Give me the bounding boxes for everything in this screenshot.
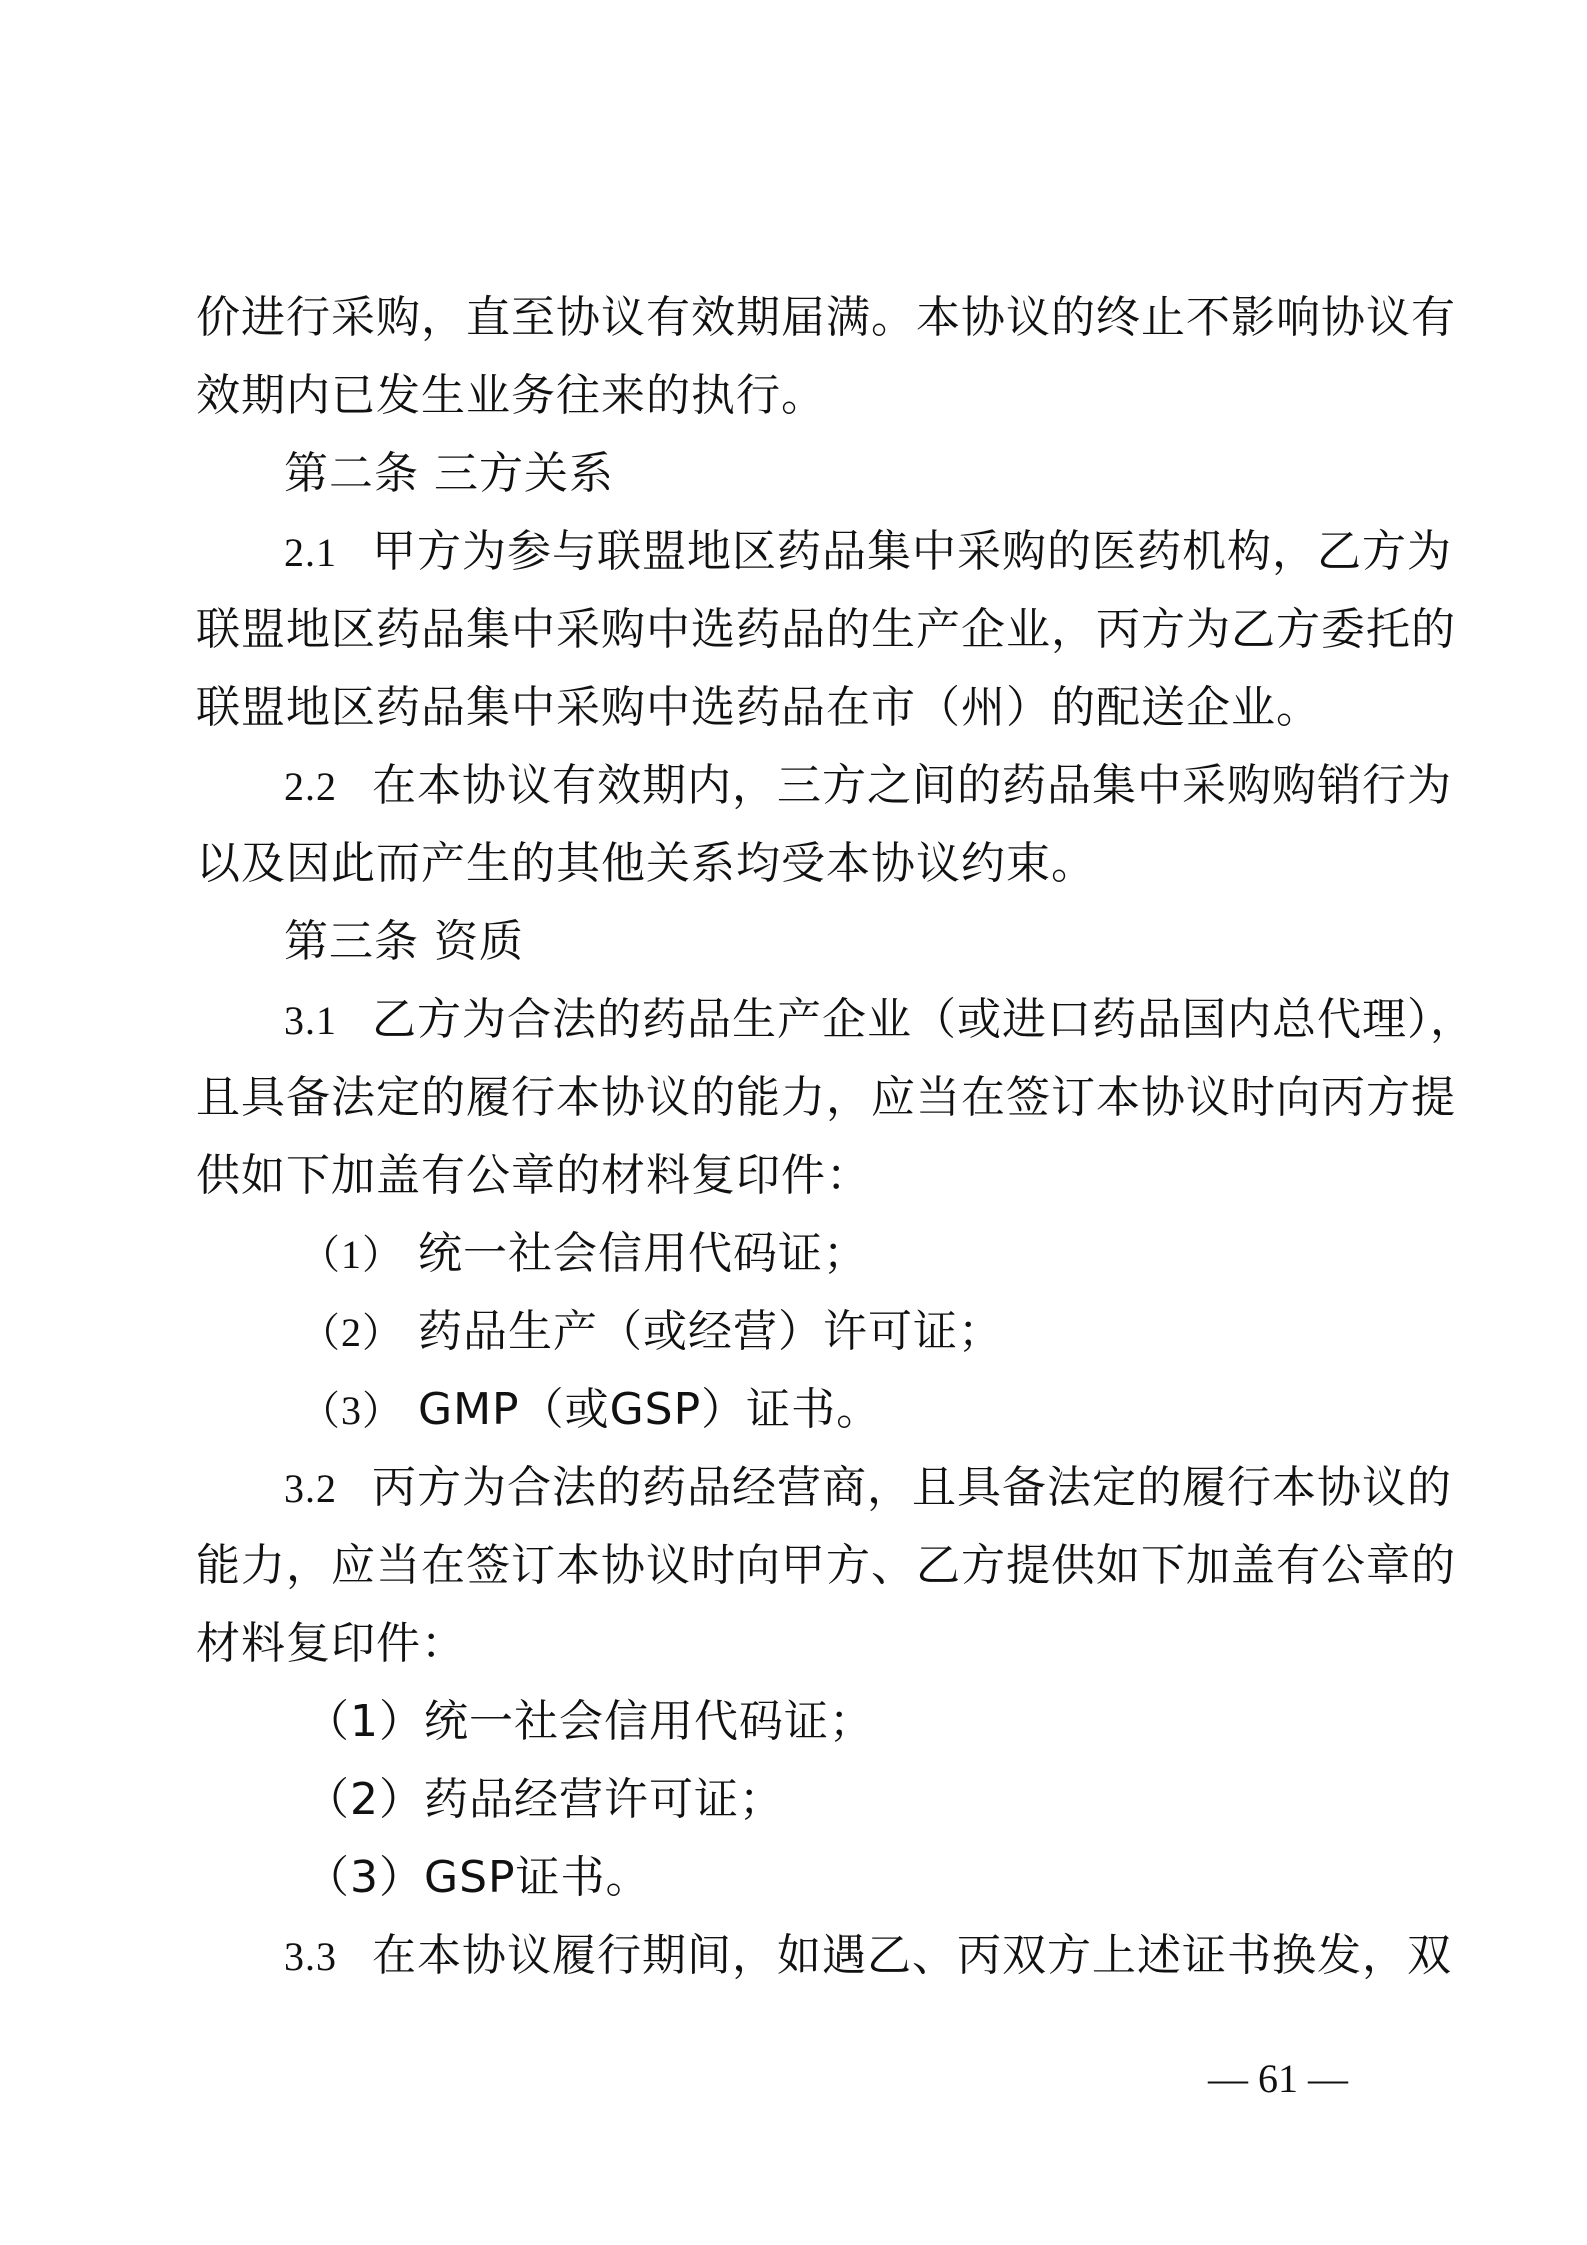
clause-3-2 — [284, 1460, 1452, 1517]
body-line: 效期内已发生业务往来的执行。 — [196, 370, 826, 421]
item-text: GMP（或GSP）证书。 — [418, 1384, 882, 1435]
clause-number: 3.3 — [284, 1934, 337, 1979]
clause-number: 2.2 — [284, 764, 337, 809]
body-line: 联盟地区药品集中采购中选药品的生产企业，丙方为乙方委托的 — [196, 604, 1456, 655]
body-line: 以及因此而产生的其他关系均受本协议约束。 — [196, 838, 1096, 889]
list-item — [300, 1382, 881, 1439]
clause-2-2 — [284, 758, 1452, 815]
list-item: （2）药品经营许可证； — [305, 1774, 784, 1825]
list-item — [300, 1304, 1003, 1361]
body-line: 供如下加盖有公章的材料复印件： — [196, 1150, 871, 1201]
clause-3-3 — [284, 1928, 1452, 1985]
list-item: （3）GSP证书。 — [305, 1852, 651, 1903]
clause-3-1 — [284, 992, 1475, 1049]
clause-text: 在本协议履行期间，如遇乙、丙双方上述证书换发，双 — [372, 1930, 1452, 1981]
clause-text: 在本协议有效期内，三方之间的药品集中采购购销行为 — [372, 760, 1452, 811]
item-number: （3） — [300, 1388, 403, 1433]
clause-text: 乙方为合法的药品生产企业（或进口药品国内总代理）， — [372, 994, 1475, 1045]
clause-number: 2.1 — [284, 530, 337, 575]
clause-text: 丙方为合法的药品经营商，且具备法定的履行本协议的 — [372, 1462, 1452, 1513]
item-number: （2） — [300, 1310, 403, 1355]
body-line: 材料复印件： — [196, 1618, 466, 1669]
body-line: 联盟地区药品集中采购中选药品在市（州）的配送企业。 — [196, 682, 1321, 733]
list-item — [300, 1226, 868, 1283]
article-heading: 第三条 资质 — [284, 916, 524, 967]
clause-number: 3.2 — [284, 1466, 337, 1511]
clause-number: 3.1 — [284, 998, 337, 1043]
body-line: 且具备法定的履行本协议的能力，应当在签订本协议时向丙方提 — [196, 1072, 1456, 1123]
page-number: — 61 — — [1208, 2056, 1348, 2101]
clause-2-1 — [284, 524, 1452, 581]
body-line: 能力，应当在签订本协议时向甲方、乙方提供如下加盖有公章的 — [196, 1540, 1456, 1591]
article-heading: 第二条 三方关系 — [284, 448, 614, 499]
body-line: 价进行采购，直至协议有效期届满。本协议的终止不影响协议有 — [196, 292, 1456, 343]
item-text: 统一社会信用代码证； — [418, 1228, 868, 1279]
list-item: （1）统一社会信用代码证； — [305, 1696, 874, 1747]
item-text: 药品生产（或经营）许可证； — [418, 1306, 1003, 1357]
clause-text: 甲方为参与联盟地区药品集中采购的医药机构，乙方为 — [372, 526, 1452, 577]
item-number: （1） — [300, 1232, 403, 1277]
